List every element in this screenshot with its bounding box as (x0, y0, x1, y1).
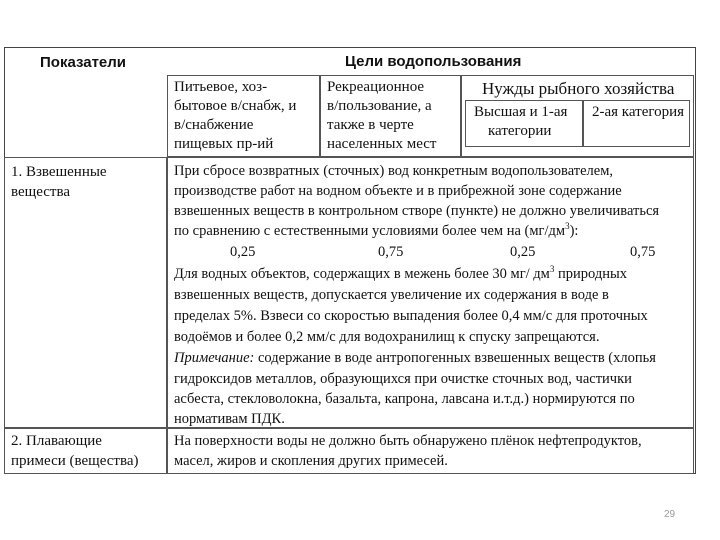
recreation-line: также в черте (327, 117, 414, 133)
row1-label-cell (4, 157, 167, 428)
row1-text-line: взвешенных веществ, допускается увеличение их содержания в воде в (174, 287, 609, 303)
drinking-line: Питьевое, хоз- (174, 79, 268, 95)
second-category-label: 2-ая категория (592, 104, 685, 120)
drinking-cell (167, 75, 320, 157)
row1-note-line: нормативам ПДК. (174, 411, 285, 427)
row1-label-line: вещества (11, 184, 70, 200)
value-highest: 0,25 (510, 244, 536, 260)
drinking-line: бытовое в/снабж, и (174, 98, 297, 114)
recreation-cell (320, 75, 461, 157)
recreation-line: населенных мест (327, 136, 437, 152)
value-drinking: 0,25 (230, 244, 256, 260)
row1-note-line: асбеста, стекловолокна, базальта, капрона, лавсана и.т.д.) нормируются по (174, 391, 635, 407)
drinking-line: пищевых пр-ий (174, 136, 274, 152)
row1-text-line: по сравнению с естественными условиями более чем на $(мг/дм^3)$: (174, 221, 579, 239)
row2-content-cell (167, 428, 694, 474)
recreation-line: Рекреационное (327, 79, 425, 95)
note-label: Примечание: (174, 350, 255, 366)
row2-label-cell (4, 428, 167, 474)
row1-label-line: 1. Взвешенные (11, 164, 107, 180)
row1-text-line: При сбросе возвратных (сточных) вод конкретным водопользователем, (174, 163, 614, 179)
row2-text-line: масел, жиров и скопления других примесей. (174, 453, 448, 469)
highest-category-cell (465, 100, 583, 147)
row1-text-line: взвешенных веществ в контрольном створе (пункте) не должно увеличиваться (174, 203, 660, 219)
highest-line: Высшая и 1-ая (474, 104, 568, 120)
row1-content-cell (167, 157, 694, 428)
fishery-label: Нужды рыбного хозяйства (482, 79, 675, 98)
value-second: 0,75 (630, 244, 656, 260)
header-indicators: Показатели (40, 54, 127, 71)
row1-text-line: Для водных объектов, содержащих в межень более 30 мг/ $дм^3$ природных (174, 264, 627, 282)
row2-label-line: 2. Плавающие (11, 433, 102, 449)
row1-note-line: Примечание: содержание в воде антропогенных взвешенных веществ (хлопья (174, 350, 656, 366)
recreation-line: в/пользование, а (327, 98, 432, 114)
drinking-line: в/снабжение (174, 117, 254, 133)
highest-line: категории (488, 123, 552, 139)
page-number: 29 (664, 509, 676, 520)
value-recreation: 0,75 (378, 244, 404, 260)
row1-text-line: водоёмов и более 0,2 мм/с для водохранилищ к спуску запрещаются. (174, 329, 600, 345)
row1-text-line: производстве работ на водном объекте и в прибрежной зоне содержание (174, 183, 622, 199)
second-category-cell (583, 100, 690, 147)
row2-label-line: примеси (вещества) (11, 453, 139, 469)
row2-text-line: На поверхности воды не должно быть обнаружено плёнок нефтепродуктов, (174, 433, 642, 449)
row1-text-line: пределах 5%. Взвеси со скоростью выпадения более 0,4 мм/с для проточных (174, 308, 648, 324)
header-goals: Цели водопользования (345, 53, 522, 70)
row1-note-line: гидроксидов металлов, образующихся при очистке сточных вод, частички (174, 371, 632, 387)
